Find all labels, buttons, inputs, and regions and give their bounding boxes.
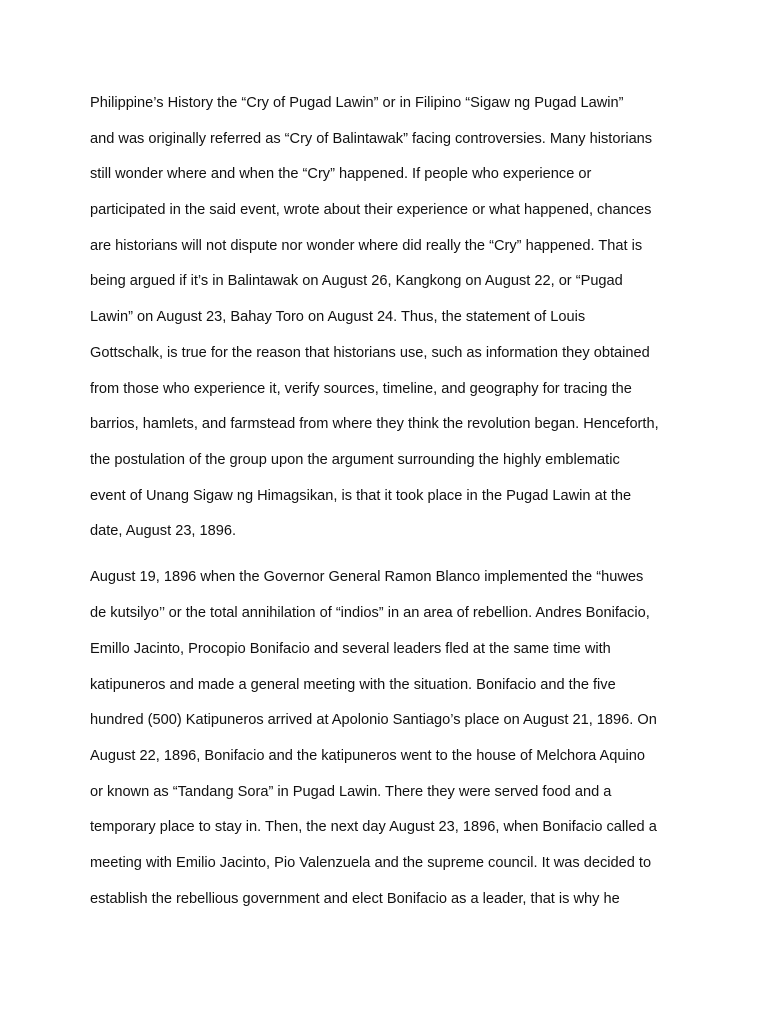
- text-line: establish the rebellious government and elect Bonifacio as a leader, that is why he: [90, 890, 620, 907]
- paragraph-spacer: [90, 551, 690, 562]
- text-line: August 22, 1896, Bonifacio and the katipuneros went to the house of Melchora Aquino: [90, 747, 645, 764]
- text-line: katipuneros and made a general meeting with the situation. Bonifacio and the five: [90, 676, 616, 693]
- text-line: or known as “Tandang Sora” in Pugad Lawin. There they were served food and a: [90, 783, 612, 800]
- text-line: participated in the said event, wrote about their experience or what happened, chances: [90, 202, 652, 219]
- text-line: temporary place to stay in. Then, the next day August 23, 1896, when Bonifacio called a: [90, 819, 657, 836]
- text-line: de kutsilyo’’ or the total annihilation of “indios” in an area of rebellion. Andres Bonifacio,: [90, 605, 650, 622]
- text-line: Emillo Jacinto, Procopio Bonifacio and several leaders fled at the same time with: [90, 640, 611, 657]
- paragraph-2: [90, 561, 690, 918]
- text-line: still wonder where and when the “Cry” happened. If people who experience or: [90, 166, 592, 183]
- text-line: the postulation of the group upon the argument surrounding the highly emblematic: [90, 451, 620, 468]
- text-line: and was originally referred as “Cry of Balintawak” facing controversies. Many historians: [90, 130, 653, 147]
- document-body: [90, 87, 690, 918]
- paragraph-1: [90, 87, 690, 551]
- text-line: hundred (500) Katipuneros arrived at Apolonio Santiago’s place on August 21, 1896. On: [90, 712, 657, 729]
- text-line: barrios, hamlets, and farmstead from where they think the revolution began. Henceforth,: [90, 416, 659, 433]
- text-line: August 19, 1896 when the Governor General Ramon Blanco implemented the “huwes: [90, 569, 644, 586]
- text-line: Lawin” on August 23, Bahay Toro on August 24. Thus, the statement of Louis: [90, 309, 586, 326]
- text-line: meeting with Emilio Jacinto, Pio Valenzuela and the supreme council. It was decided to: [90, 854, 652, 871]
- text-line: are historians will not dispute nor wonder where did really the “Cry” happened. That is: [90, 237, 643, 254]
- text-line: Gottschalk, is true for the reason that historians use, such as information they obtained: [90, 344, 650, 361]
- text-line: being argued if it’s in Balintawak on August 26, Kangkong on August 22, or “Pugad: [90, 273, 623, 290]
- text-line: Philippine’s History the “Cry of Pugad Lawin” or in Filipino “Sigaw ng Pugad Lawin”: [90, 95, 624, 111]
- text-line: event of Unang Sigaw ng Himagsikan, is that it took place in the Pugad Lawin at the: [90, 487, 632, 504]
- text-line: from those who experience it, verify sources, timeline, and geography for tracing the: [90, 380, 632, 397]
- text-line: date, August 23, 1896.: [90, 523, 237, 540]
